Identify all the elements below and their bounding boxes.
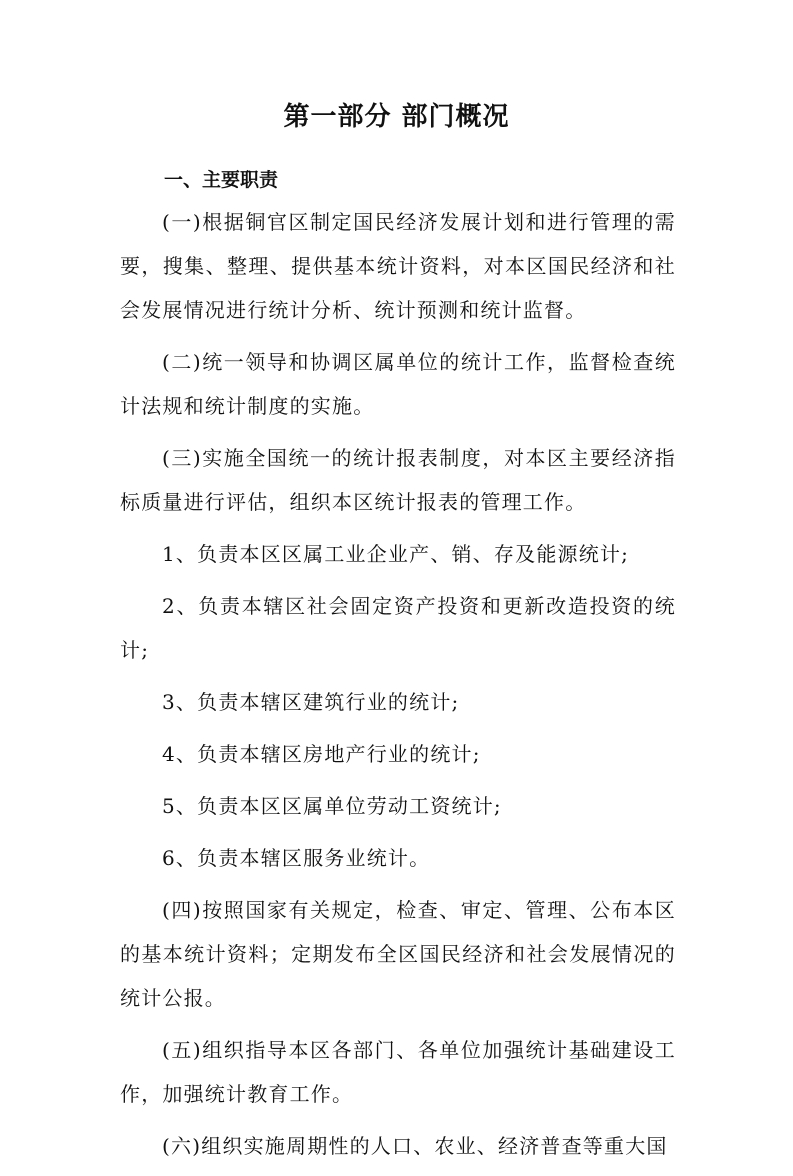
list-item-industry: 1、负责本区区属工业企业产、销、存及能源统计; [162, 542, 630, 566]
list-item-labor-wages: 5、负责本区区属单位劳动工资统计; [162, 794, 502, 818]
paragraph-duty-6: (六)组织实施周期性的人口、农业、经济普查等重大国 [162, 1134, 668, 1158]
document-body [120, 200, 676, 1176]
list-item-investment: 2、负责本辖区社会固定资产投资和更新改造投资的统计; [120, 594, 676, 662]
paragraph-duty-5: (五)组织指导本区各部门、各单位加强统计基础建设工作，加强统计教育工作。 [120, 1038, 676, 1106]
paragraph-duty-2: (二)统一领导和协调区属单位的统计工作，监督检查统计法规和统计制度的实施。 [120, 350, 676, 418]
page-title: 第一部分 部门概况 [283, 102, 510, 132]
paragraph-duty-3: (三)实施全国统一的统计报表制度，对本区主要经济指标质量进行评估，组织本区统计报表的管理工作。 [120, 446, 676, 514]
paragraph-duty-1: (一)根据铜官区制定国民经济发展计划和进行管理的需要，搜集、整理、提供基本统计资料，对本区国民经济和社会发展情况进行统计分析、统计预测和统计监督。 [120, 210, 676, 322]
paragraph-duty-4: (四)按照国家有关规定，检查、审定、管理、公布本区的基本统计资料；定期发布全区国民经济和社会发展情况的统计公报。 [120, 898, 676, 1010]
list-item-construction: 3、负责本辖区建筑行业的统计; [162, 690, 460, 714]
list-item-services: 6、负责本辖区服务业统计。 [162, 846, 431, 870]
section-heading: 一、主要职责 [164, 169, 279, 191]
list-item-real-estate: 4、负责本辖区房地产行业的统计; [162, 742, 481, 766]
